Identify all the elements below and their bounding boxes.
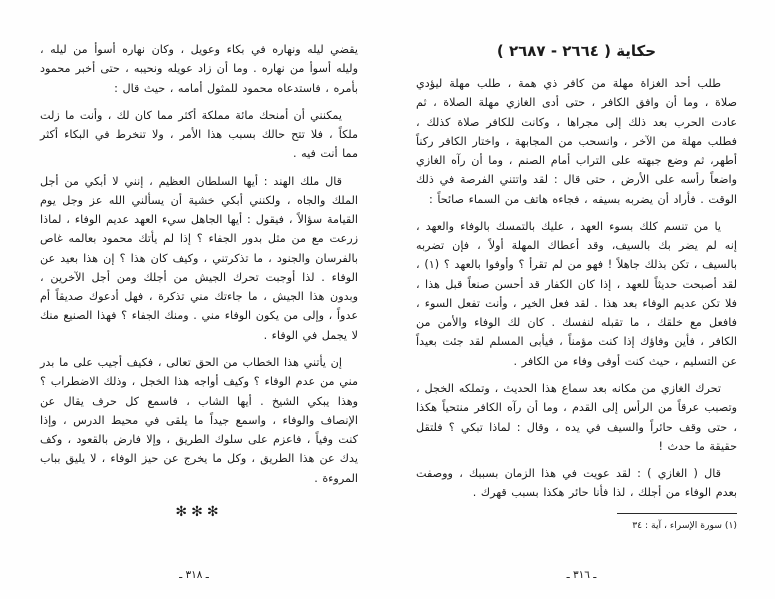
paragraph: طلب أحد الغزاة مهلة من كافر ذي همة ، طلب مهلة ليؤدي صلاة ، وما أن وافق الكافر ، حتى أدى الغازي مهلة الصلاة ، ثم عادت الحرب بعد ذلك إلى مجراها ، وكانت للكافر صلاة كذلك ، فطلب مهلة من الآخر ، وانسحب من المجابهة ، واختار الكافر ركناً أطهر، ثم وضع جبهته على التراب أمام الصنم ، وما أن رآه الغازي واضعاً رأسه على الأرض ، حتى قال : لقد واتتني الفرصة في ذلك الوقت . فأراد أن يضربه بسيفه ، فجاءه هاتف من السماء صائحاً : bbox=[416, 77, 737, 206]
footnote: (١) سورة الإسراء ، آية : ٣٤ bbox=[632, 519, 737, 531]
paragraph: تحرك الغازي من مكانه بعد سماع هذا الحديث ، وتملكه الخجل ، وتصبب عرقاً من الرأس إلى القدم ، وما أن رآه الكافر منتحياً هكذا ، حتى وقف حائراً والسيف في يده ، وقال : لماذا تبكي ؟ فلتقل حقيقة ما حدث ! bbox=[416, 381, 737, 453]
page-right bbox=[388, 0, 775, 599]
paragraph: إن يأتني هذا الخطاب من الحق تعالى ، فكيف أجيب على ما بدر مني من عدم الوفاء ؟ وكيف أواجه هذا الخجل ، وذلك الاضطراب ؟ وهذا يبكي الشيخ . أيها الشاب ، فاسمع كل حرف يقال عن الإنصاف والوفاء ، واسمع جيداً ما يلقى في محيط الدرس ، وإذا كنت وفياً ، فاعزم على سلوك الطريق ، وإلا فارض بالقعود ، وكف يدك عن هذا الطريق ، وكل ما يخرج عن حيز الوفاء ، لا يليق بباب المروءة . bbox=[40, 355, 358, 485]
paragraph: قال ( الغازي ) : لقد عويت في هذا الزمان بسببك ، ووصفت بعدم الوفاء من أجلك ، لذا فأنا حائر هكذا بسبب قهرك . bbox=[416, 467, 737, 500]
footnote-divider bbox=[617, 513, 737, 514]
paragraph: قال ملك الهند : أيها السلطان العظيم ، إنني لا أبكي من أجل الملك والجاه ، ولكنني أبكي خشية أن يسألني الله عز وجل يوم القيامة سؤالاً ، فيقول : أيها الجاهل سيء العهد عديم الوفاء ، لماذا زرعت مع من مثل بدور الجفاء ؟ إذا لم يأتك محمود بعالمه غاص بالفرسان والجنود ، ما تذكرتني ، وكيف كان هذا ؟ إن هذا بعيد عن الوفاء . لذا أوجبت تحرك الجيش من أجلك ومن أجل الآخرين ، وبدون هذا الجيش ، ما جاءتك مني تذكرة ، فهل أدعوك صديقاً أم عدواً ، وإلى من يكون الوفاء مني . ومنك الجفاء ؟ فهذا الصنيع منك لا يجمل في الوفاء . bbox=[40, 174, 358, 342]
page-number-left: ـ ٣١٨ ـ bbox=[179, 569, 209, 581]
page-title: حكاية ( ٢٦٦٤ - ٢٦٨٧ ) bbox=[496, 42, 657, 60]
paragraph: يا من تنسم كلك بسوء العهد ، عليك بالتمسك بالوفاء والعهد ، إنه لم يضر بك بالسيف، وقد أعطاك المهلة أولاً ، فإن تضربه بالسيف ، تكن بذلك جاهلاً ! فهو من لم تقرأ ؟ وأوفوا بالعهد ؟ (١) ، لقد أصبحت حديثاً للعهد ، إذا كان الكفار قد أحسن صنعاً قبل هذا ، فلا تكن عديم الوفاء بعد هذا . لقد فعل الخير ، وأنت تفعل السوء ، فافعل مع خلقك ، ما تقبله لنفسك . كان لك الوفاء والأمن من الكافر ، فأين وفاؤك إذا كنت مؤمناً ، فيأبى المسلم لقد جئت بعيداً عن التسليم ، حيث كنت أوفى وفاء من الكافر . bbox=[416, 219, 737, 368]
paragraph: يقضي ليله ونهاره في بكاء وعويل ، وكان نهاره أسوأ من ليله ، وليله أسوأ من نهاره . وما أن زاد عويله ونحيبه ، حتى أخبر محمود بأمره ، فاستدعاه محمود للمثول أمامه ، حيث قال : bbox=[40, 43, 358, 95]
paragraph: يمكنني أن أمنحك مائة مملكة أكثر مما كان لك ، وأنت ما زلت ملكاً ، فلا تتح حالك بسبب هذا الأمر ، ولا تنخرط في البكاء أكثر مما أنت فيه . bbox=[40, 108, 358, 161]
page-number-right: ـ ٣١٦ ـ bbox=[566, 569, 597, 581]
section-end-ornament: ✻✻✻ bbox=[175, 503, 223, 520]
